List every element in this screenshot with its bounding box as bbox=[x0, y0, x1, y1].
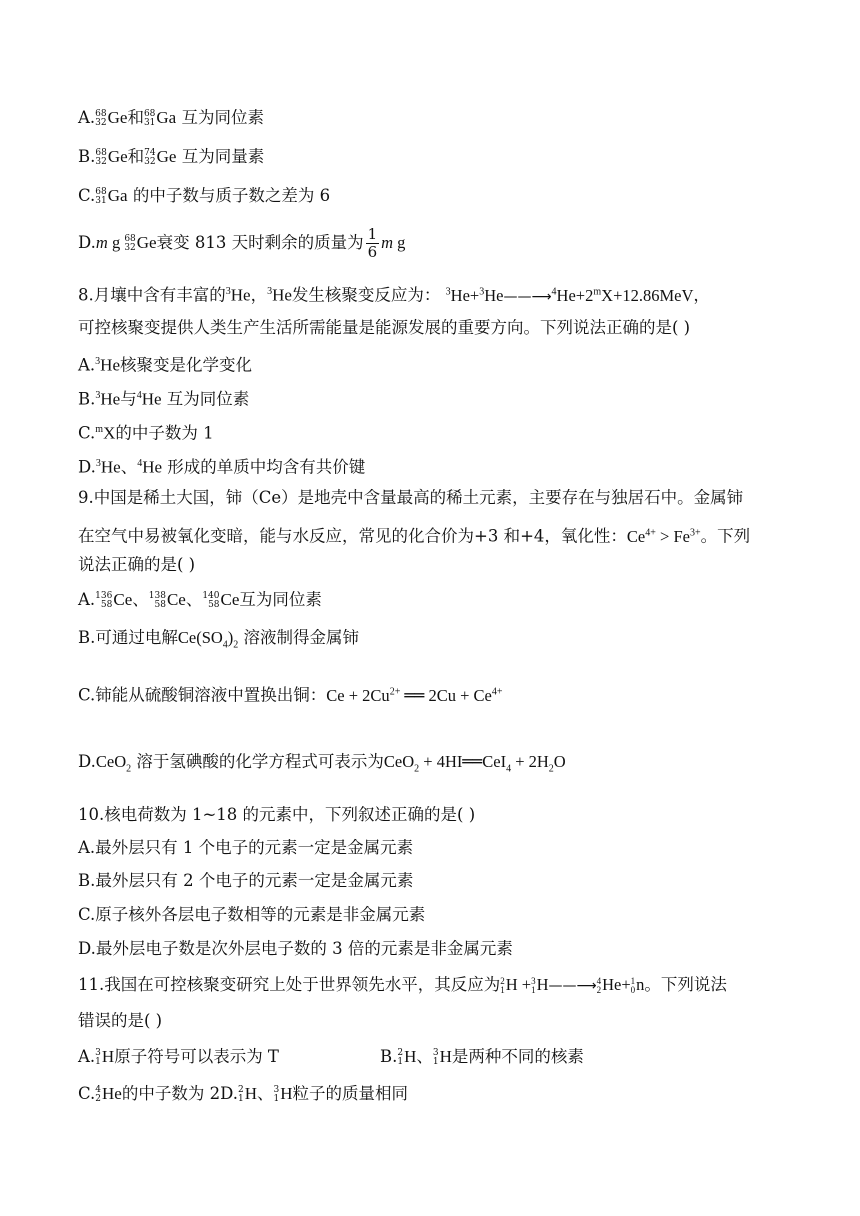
q9-stem-line-2: 在空气中易被氧化变暗，能与水反应，常见的化合价为+3 和+4，氧化性：$Ce^{4+} > Fe^{3+}$。下列 bbox=[78, 526, 751, 546]
q7-option-d: D.m g 68 32 Ge衰变 813 天时剩余的质量为 $\frac{1}{6}$ m g bbox=[78, 225, 406, 261]
option-label: D. bbox=[78, 233, 96, 252]
q10-option-d: D.最外层电子数是次外层电子数的 3 倍的元素是非金属元素 bbox=[78, 939, 513, 958]
mass-atomic-number: 68 32 bbox=[124, 233, 136, 253]
q11-option-c-d: C. 4 2 He的中子数为 2D. 2 1 H、 3 1 H粒子的质量相同 bbox=[78, 1084, 409, 1104]
q8-option-a: A.$^3$He核聚变是化学变化 bbox=[78, 355, 252, 375]
option-label: C. bbox=[78, 186, 96, 205]
mass-atomic-number: 68 32 bbox=[95, 147, 107, 167]
reaction-arrow-icon: ——⟶ bbox=[548, 978, 597, 994]
fraction: $\frac{1}{6}$ bbox=[367, 225, 378, 261]
q8-stem-line-1: 8.月壤中含有丰富的$^3$He，$^3$He发生核聚变反应为： $^3He+^3He——⟶^4He+2^mX+12.86MeV$， bbox=[78, 280, 710, 309]
mass-atomic-number: 74 32 bbox=[144, 147, 156, 167]
q8-stem-line-2: 可控核聚变提供人类生产生活所需能量是能源发展的重要方向。下列说法正确的是( ) bbox=[78, 318, 691, 337]
element-symbol: Ge bbox=[136, 233, 157, 252]
element-symbol: Ge bbox=[156, 147, 177, 166]
equals-sign-icon: ══ bbox=[404, 685, 425, 705]
q7-option-c: C. 68 31 Ga 的中子数与质子数之差为 6 bbox=[78, 186, 331, 206]
reaction-arrow-icon: ——⟶ bbox=[503, 288, 552, 305]
q10-option-c: C.原子核外各层电子数相等的元素是非金属元素 bbox=[78, 905, 426, 924]
q7-option-b: B. 68 32 Ge和 74 32 Ge 互为同量素 bbox=[78, 147, 265, 167]
q9-stem-line-3: 说法正确的是( ) bbox=[78, 555, 196, 574]
equals-sign-icon: ══ bbox=[462, 752, 483, 771]
q9-option-b: B.可通过电解$Ce(SO_4)_2$ 溶液制得金属铈 bbox=[78, 628, 360, 651]
fusion-equation: 2 1 H + 3 1 H——⟶ 4 2 He+ 1 0 n bbox=[500, 975, 644, 994]
option-label: A. bbox=[78, 108, 96, 127]
fusion-equation: $^3He+^3He——⟶^4He+2^mX+12.86MeV$ bbox=[446, 286, 694, 305]
element-symbol: Ge bbox=[107, 147, 128, 166]
option-label: B. bbox=[78, 147, 96, 166]
q10-option-a: A.最外层只有 1 个电子的元素一定是金属元素 bbox=[78, 838, 414, 857]
q9-stem-line-1: 9.中国是稀土大国，铈（Ce）是地壳中含量最高的稀土元素，主要存在与独居石中。金属铈 bbox=[78, 488, 744, 507]
q11-option-b: B. 2 1 H、 3 1 H是两种不同的核素 bbox=[380, 1047, 584, 1067]
q8-option-d: D.$^3$He、$^4$He 形成的单质中均含有共价键 bbox=[78, 457, 366, 477]
q9-option-a: A. 136 58 Ce、 138 58 Ce、 140 58 Ce互为同位素 bbox=[78, 590, 322, 610]
q7-option-a: A. 68 32 Ge和 68 31 Ga 互为同位素 bbox=[78, 108, 264, 128]
q11-stem-line-1: 11.我国在可控核聚变研究上处于世界领先水平，其反应为 2 1 H + 3 1 H——⟶ 4 2 He+ 1 0 n。下列说法 bbox=[78, 973, 727, 998]
q9-option-c: C.铈能从硫酸铜溶液中置换出铜：$Ce + 2Cu^{2+}$ ══ $2Cu + Ce^{4+}$ bbox=[78, 680, 502, 708]
mass-atomic-number: 68 31 bbox=[95, 186, 107, 206]
mass-atomic-number: 68 32 bbox=[95, 108, 107, 128]
q8-option-b: B.$^3$He与$^4$He 互为同位素 bbox=[78, 389, 250, 409]
q11-stem-line-2: 错误的是( ) bbox=[78, 1011, 163, 1030]
q11-option-a: A. 3 1 H原子符号可以表示为 T bbox=[78, 1047, 279, 1067]
q8-option-c: C.$^m$X的中子数为 1 bbox=[78, 423, 214, 443]
q9-option-d: D.CeO$_2$ 溶于氢碘酸的化学方程式可表示为CeO$_2$ + 4HI══CeI$_4$ + $2H_2O$ bbox=[78, 752, 566, 775]
dissolution-equation: CeO$_2$ + 4HI══CeI$_4$ + $2H_2O$ bbox=[383, 752, 566, 775]
displacement-equation: $Ce + 2Cu^{2+}$ ══ $2Cu + Ce^{4+}$ bbox=[326, 686, 502, 705]
mass-atomic-number: 68 31 bbox=[143, 108, 156, 128]
q10-stem: 10.核电荷数为 1~18 的元素中，下列叙述正确的是( ) bbox=[78, 805, 476, 824]
element-symbol: Ga bbox=[156, 108, 177, 127]
element-symbol: Ge bbox=[107, 108, 128, 127]
oxidation-comparison: $Ce^{4+} > Fe^{3+}$ bbox=[626, 526, 701, 546]
q10-option-b: B.最外层只有 2 个电子的元素一定是金属元素 bbox=[78, 871, 414, 890]
element-symbol: Ga bbox=[107, 186, 128, 205]
